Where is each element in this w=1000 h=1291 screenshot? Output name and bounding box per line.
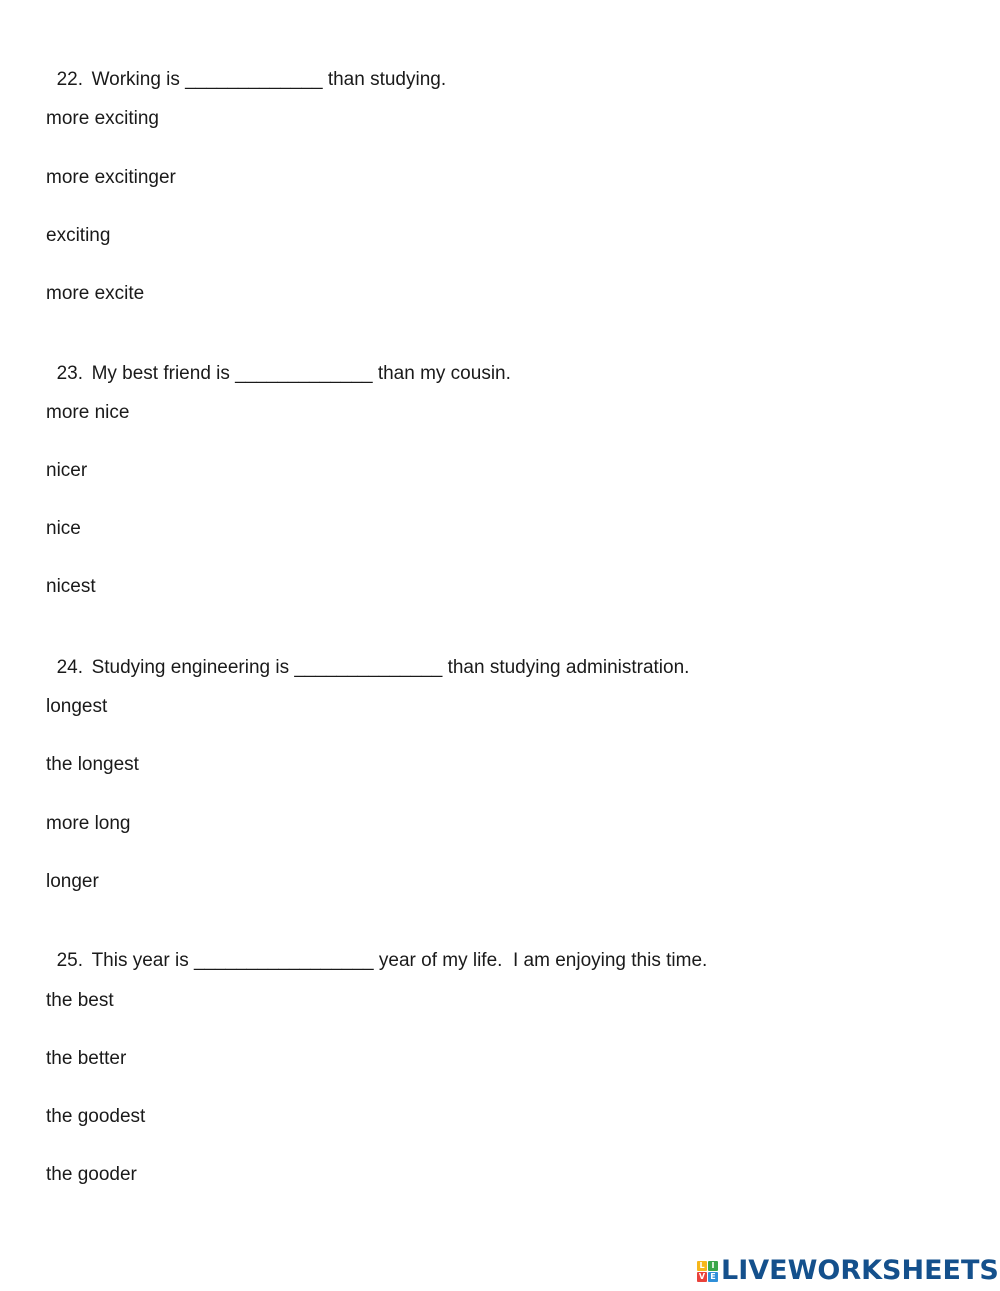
answer-option[interactable]: nicest xyxy=(46,576,96,597)
question-number: 25. xyxy=(56,950,83,971)
logo-tile-e: E xyxy=(708,1272,718,1282)
answer-option[interactable]: the longest xyxy=(46,754,139,775)
question-24 xyxy=(46,635,689,679)
answer-option[interactable]: the better xyxy=(46,1048,127,1069)
logo-text: LIVEWORKSHEETS xyxy=(721,1255,999,1286)
answer-option[interactable]: longer xyxy=(46,871,99,892)
question-25 xyxy=(46,928,707,972)
answer-option[interactable]: longest xyxy=(46,696,108,717)
answer-option[interactable]: nicer xyxy=(46,460,88,481)
question-number: 23. xyxy=(56,363,83,384)
answer-option[interactable]: more long xyxy=(46,813,131,834)
logo-tile-v: V xyxy=(698,1271,706,1281)
question-22 xyxy=(46,47,446,91)
answer-option[interactable]: more exciting xyxy=(46,108,159,129)
answer-option[interactable]: nice xyxy=(46,518,81,539)
question-text: Working is _____________ than studying. xyxy=(91,69,447,90)
answer-option[interactable]: the best xyxy=(46,990,114,1011)
answer-option[interactable]: more excitinger xyxy=(46,167,176,188)
logo-mark-icon xyxy=(697,1261,718,1282)
question-number: 24. xyxy=(56,657,83,678)
logo-tile-l: L xyxy=(697,1261,707,1271)
answer-option[interactable]: the gooder xyxy=(46,1164,137,1185)
question-text: This year is _________________ year of my life. I am enjoying this time. xyxy=(91,950,708,971)
answer-option[interactable]: exciting xyxy=(46,225,111,246)
question-number: 22. xyxy=(56,69,83,90)
answer-option[interactable]: more excite xyxy=(46,283,145,304)
logo-tile-i: I xyxy=(708,1261,718,1271)
answer-option[interactable]: more nice xyxy=(46,402,130,423)
question-text: Studying engineering is ______________ than studying administration. xyxy=(91,657,690,678)
answer-option[interactable]: the goodest xyxy=(46,1106,146,1127)
question-23 xyxy=(46,341,511,385)
liveworksheets-logo xyxy=(697,1255,999,1287)
question-text: My best friend is _____________ than my cousin. xyxy=(91,363,511,384)
